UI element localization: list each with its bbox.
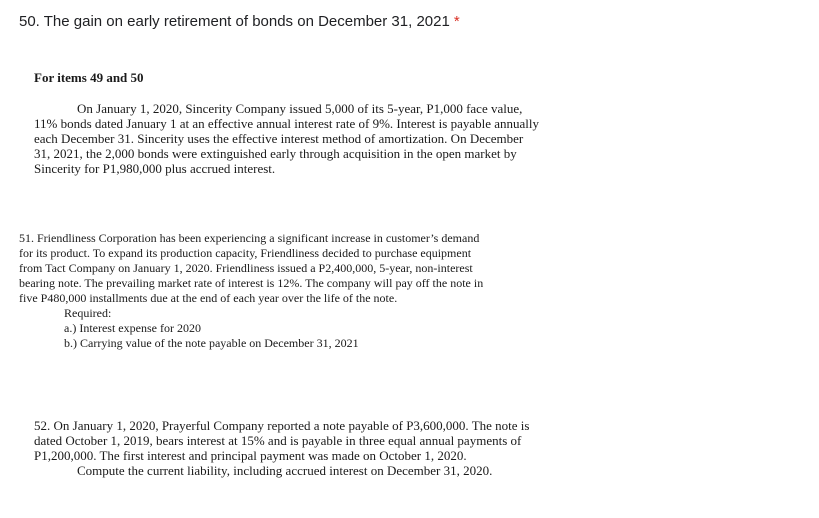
- problem-52-line: dated October 1, 2019, bears interest at 15% and is payable in three equal annual payments of: [34, 433, 522, 448]
- requirement-a: a.) Interest expense for 2020: [64, 321, 201, 335]
- problem-52-line: P1,200,000. The first interest and principal payment was made on October 1, 2020.: [34, 448, 467, 463]
- problem-52-line: Compute the current liability, including accrued interest on December 31, 2020.: [77, 463, 493, 478]
- required-label: Required:: [64, 306, 112, 320]
- items-heading: For items 49 and 50: [34, 70, 144, 85]
- required-asterisk: *: [453, 13, 460, 30]
- problem-51-line: five P480,000 installments due at the end of each year over the life of the note.: [19, 291, 398, 305]
- problem-51-line: from Tact Company on January 1, 2020. Friendliness issued a P2,400,000, 5-year, non-interest: [19, 261, 473, 275]
- problem-49-50-line: 31, 2021, the 2,000 bonds were extinguished early through acquisition in the open market by: [34, 146, 517, 161]
- problem-49-50-line: 11% bonds dated January 1 at an effective annual interest rate of 9%. Interest is payable annually: [34, 116, 540, 131]
- question-title: [19, 13, 460, 30]
- problem-51-line: for its product. To expand its production capacity, Friendliness decided to purchase equipment: [19, 246, 472, 260]
- problem-51-line: 51. Friendliness Corporation has been experiencing a significant increase in customer’s demand: [19, 231, 480, 245]
- question-text: 50. The gain on early retirement of bonds on December 31, 2021: [19, 13, 450, 30]
- problem-49-50-line: Sincerity for P1,980,000 plus accrued interest.: [34, 161, 276, 176]
- problem-51-paragraph: [19, 231, 609, 351]
- problem-49-50-paragraph: [34, 101, 624, 176]
- problem-49-50-line: each December 31. Sincerity uses the effective interest method of amortization. On December: [34, 131, 524, 146]
- problem-52-line: 52. On January 1, 2020, Prayerful Company reported a note payable of P3,600,000. The note is: [34, 418, 530, 433]
- requirement-b: b.) Carrying value of the note payable on December 31, 2021: [64, 336, 359, 350]
- problem-52-paragraph: [34, 418, 624, 478]
- problem-51-line: bearing note. The prevailing market rate of interest is 12%. The company will pay off the note in: [19, 276, 484, 290]
- problem-49-50-line: On January 1, 2020, Sincerity Company issued 5,000 of its 5-year, P1,000 face value,: [77, 101, 523, 116]
